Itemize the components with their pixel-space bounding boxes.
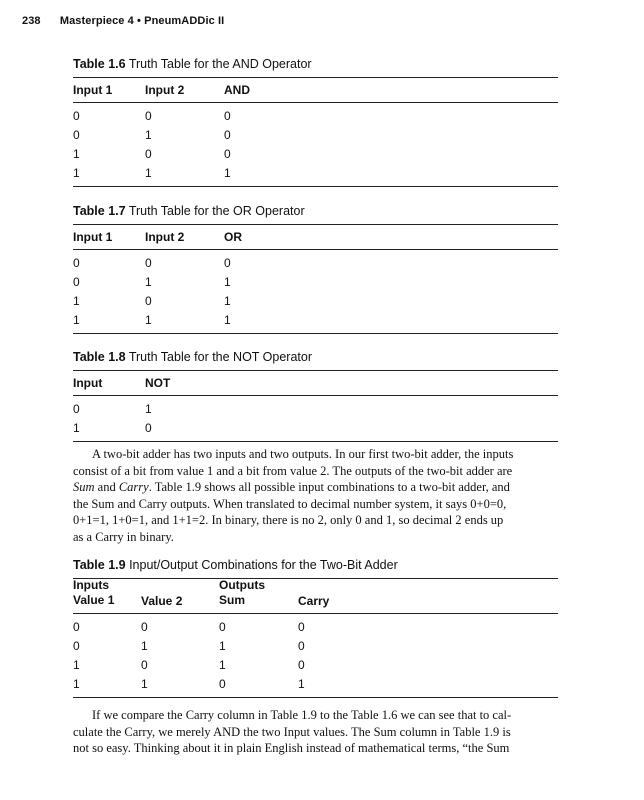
table-1-9 — [73, 558, 558, 698]
table-row: 0 0 0 0 — [73, 619, 305, 634]
table-header — [73, 77, 558, 103]
table-row: 1 0 — [73, 420, 152, 435]
table-row: 1 1 0 1 — [73, 676, 305, 691]
column-header: NOT — [145, 376, 171, 390]
column-header: Input 1 — [73, 230, 113, 244]
column-header: Input 2 — [145, 83, 185, 97]
table-title: Table 1.9 Input/Output Combinations for the Two-Bit Adder — [73, 558, 398, 572]
column-header: Value 1 — [73, 593, 115, 607]
running-header — [22, 15, 224, 27]
table-row: 1 1 1 — [73, 165, 231, 180]
table-row: 0 0 0 — [73, 108, 231, 123]
table-row: 0 1 — [73, 401, 152, 416]
column-header: Input — [73, 376, 103, 390]
table-1-8 — [73, 350, 558, 442]
table-row: 0 1 0 — [73, 127, 231, 142]
body-paragraph: A two-bit adder has two inputs and two outputs. In our first two-bit adder, the inputs consist of a bit from value 1 and a bit from value 2. The outputs of the two-bit adder are Sum and Carry. Table 1.9 shows all possible input combinations to a two-bit adder, and the Sum and Carry outputs. When translated to decimal number system, it says 0+0=0, 0+1=1, 1+0=1, and 1+1=2. In binary, there is no 2, only 0 and 1, so decimal 2 ends up as a Carry in binary. — [73, 447, 514, 544]
table-body — [73, 396, 558, 442]
column-header: Input 2 — [145, 230, 185, 244]
table-title: Table 1.6 Truth Table for the AND Operator — [73, 57, 312, 71]
table-body — [73, 103, 558, 187]
table-row: 1 0 0 — [73, 146, 231, 161]
table-row: 0 1 1 0 — [73, 638, 305, 653]
body-paragraph: If we compare the Carry column in Table 1.9 to the Table 1.6 we can see that to cal- culate the Carry, we merely AND the two Input values. The Sum column in Table 1.9 is not so easy. Thinking about it in plain English instead of mathematical terms, “the Sum — [73, 708, 512, 756]
table-header — [73, 578, 558, 614]
table-title: Table 1.8 Truth Table for the NOT Operator — [73, 350, 313, 364]
column-header: Value 2 — [141, 594, 183, 608]
table-row: 0 1 1 — [73, 274, 231, 289]
column-header: Carry — [298, 594, 330, 608]
column-header: OR — [224, 230, 242, 244]
table-1-6 — [73, 57, 558, 187]
column-group-header: Inputs — [73, 578, 109, 592]
table-header — [73, 370, 558, 396]
column-header: Sum — [219, 593, 246, 607]
table-row: 1 1 1 — [73, 312, 231, 327]
table-body — [73, 250, 558, 334]
running-title: Masterpiece 4 • PneumADDic II — [59, 15, 225, 27]
table-title: Table 1.7 Truth Table for the OR Operator — [73, 204, 305, 218]
table-row: 1 0 1 0 — [73, 657, 305, 672]
column-group-header: Outputs — [219, 578, 265, 592]
page-number: 238 — [22, 15, 41, 27]
table-body — [73, 614, 558, 698]
table-row: 0 0 0 — [73, 255, 231, 270]
column-header: Input 1 — [73, 83, 113, 97]
table-header — [73, 224, 558, 250]
column-header: AND — [224, 83, 250, 97]
table-1-7 — [73, 204, 558, 334]
table-row: 1 0 1 — [73, 293, 231, 308]
